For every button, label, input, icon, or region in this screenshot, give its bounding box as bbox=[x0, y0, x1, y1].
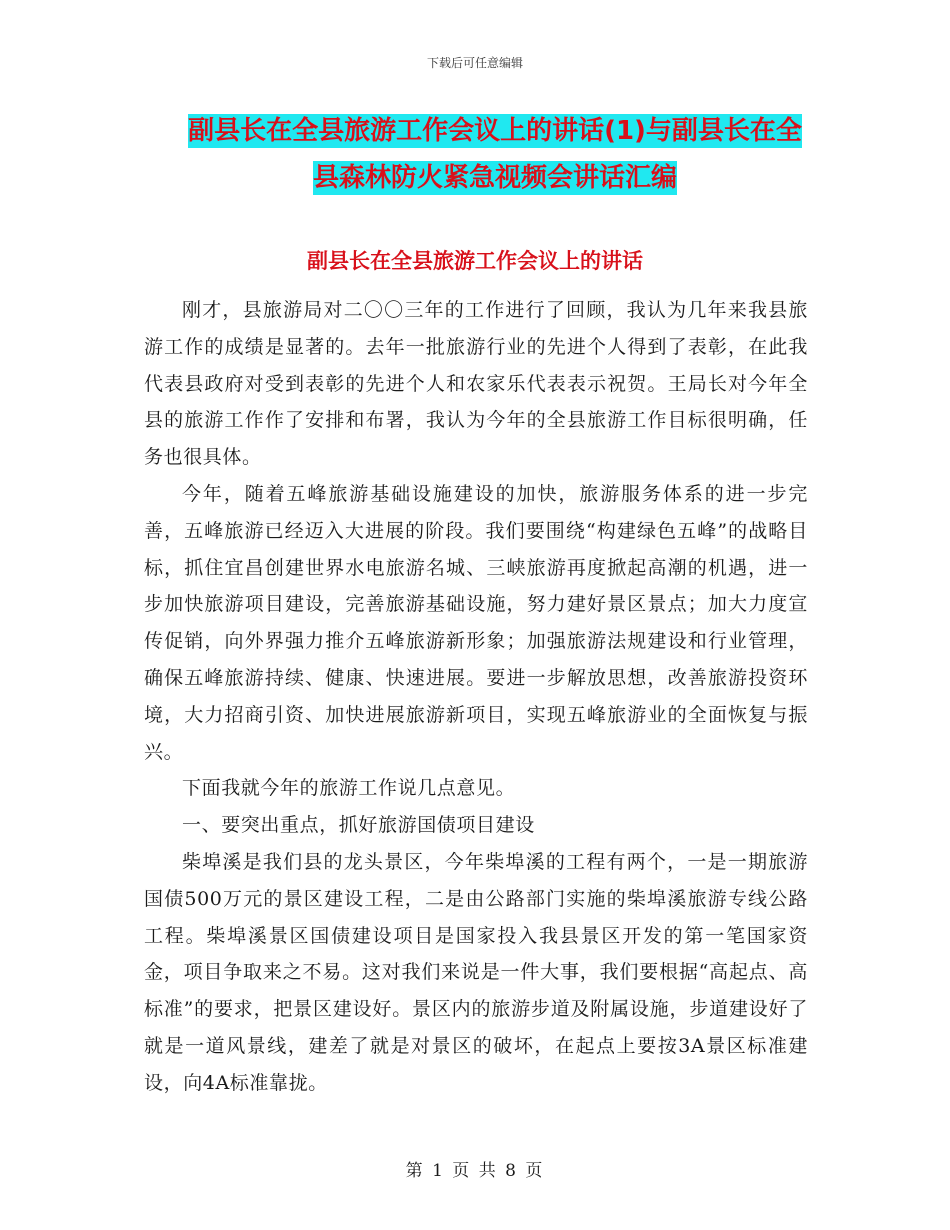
document-body bbox=[144, 292, 808, 1102]
paragraph: 今年，随着五峰旅游基础设施建设的加快，旅游服务体系的进一步完善，五峰旅游已经迈入大进展的阶段。我们要围绕“构建绿色五峰”的战略目标，抓住宜昌创建世界水电旅游名城、三峡旅游再度掀起高潮的机遇，进一步加快旅游项目建设，完善旅游基础设施，努力建好景区景点；加大力度宣传促销，向外界强力推介五峰旅游新形象；加强旅游法规建设和行业管理，确保五峰旅游持续、健康、快速进展。要进一步解放思想，改善旅游投资环境，大力招商引资、加快进展旅游新项目，实现五峰旅游业的全面恢复与振兴。 bbox=[144, 482, 808, 763]
paragraph: 刚才，县旅游局对二〇〇三年的工作进行了回顾，我认为几年来我县旅游工作的成绩是显著的。去年一批旅游行业的先进个人得到了表彰，在此我代表县政府对受到表彰的先进个人和农家乐代表表示祝贺。王局长对今年全县的旅游工作作了安排和布署，我认为今年的全县旅游工作目标很明确，任务也很具体。 bbox=[144, 299, 808, 469]
section-title: 副县长在全县旅游工作会议上的讲话 bbox=[307, 249, 643, 273]
page-number-footer: 第 1 页 共 8 页 bbox=[405, 1161, 545, 1181]
document-title-line-1: 副县长在全县旅游工作会议上的讲话(1)与副县长在全 bbox=[188, 116, 802, 146]
document-title-line-2: 县森林防火紧急视频会讲话汇编 bbox=[312, 163, 677, 193]
page-header-note: 下载后可任意编辑 bbox=[426, 56, 523, 70]
document-title bbox=[140, 108, 850, 202]
paragraph: 下面我就今年的旅游工作说几点意见。 bbox=[182, 777, 516, 800]
paragraph-heading: 一、要突出重点，抓好旅游国债项目建设 bbox=[182, 814, 535, 837]
paragraph: 柴埠溪是我们县的龙头景区，今年柴埠溪的工程有两个，一是一期旅游国债500万元的景区建设工程，二是由公路部门实施的柴埠溪旅游专线公路工程。柴埠溪景区国债建设项目是国家投入我县景区开发的第一笔国家资金，项目争取来之不易。这对我们来说是一件大事，我们要根据“高起点、高标准”的要求，把景区建设好。景区内的旅游步道及附属设施，步道建设好了就是一道风景线，建差了就是对景区的破坏，在起点上要按3A景区标准建设，向4A标准靠拢。 bbox=[144, 850, 808, 1094]
